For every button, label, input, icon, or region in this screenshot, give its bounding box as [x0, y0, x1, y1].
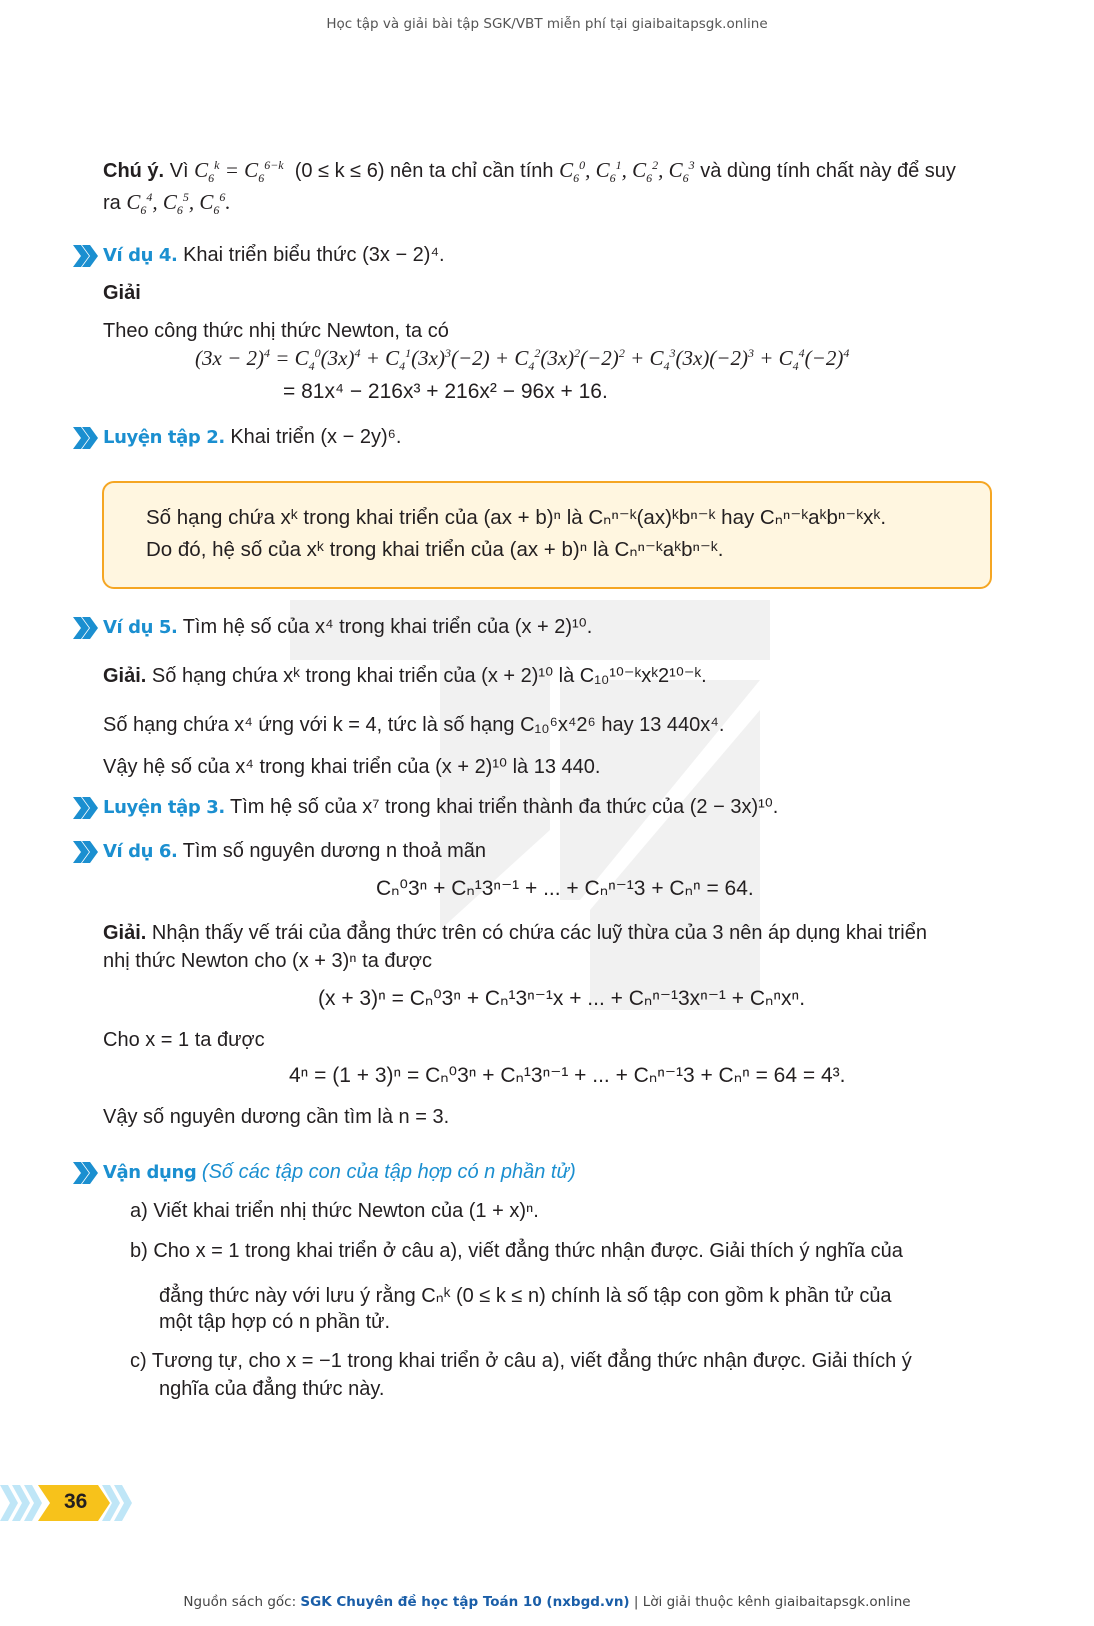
note-label: Chú ý.	[103, 160, 165, 182]
example-5-title	[103, 612, 993, 643]
chevron-double-icon	[73, 841, 99, 863]
application-item-a: a) Viết khai triển nhị thức Newton của (1 + x)ⁿ.	[130, 1200, 539, 1222]
application-item-c-1: c) Tương tự, cho x = −1 trong khai triển ở câu a), viết đẳng thức nhận được. Giải thích ý	[130, 1350, 912, 1372]
practice-2	[103, 422, 993, 453]
example-6-solution-text: Nhận thấy vế trái của đẳng thức trên có chứa các luỹ thừa của 3 nên áp dụng khai triển	[151, 922, 927, 944]
example-6-evaluation: 4ⁿ = (1 + 3)ⁿ = Cₙ⁰3ⁿ + Cₙ¹3ⁿ⁻¹ + ... + Cₙⁿ⁻¹3 + Cₙⁿ = 64 = 4³.	[289, 1064, 846, 1087]
key-formula-box	[102, 481, 992, 589]
footer-suffix: | Lời giải thuộc kênh giaibaitapsgk.online	[633, 1594, 911, 1610]
example-4-tag: Ví dụ 4.	[103, 245, 178, 266]
key-formula-line-2: Do đó, hệ số của xᵏ trong khai triển của (ax + b)ⁿ là Cₙⁿ⁻ᵏaᵏbⁿ⁻ᵏ.	[146, 538, 724, 561]
example-6-expansion: (x + 3)ⁿ = Cₙ⁰3ⁿ + Cₙ¹3ⁿ⁻¹x + ... + Cₙⁿ⁻¹3xⁿ⁻¹ + Cₙⁿxⁿ.	[318, 987, 806, 1010]
page-number-badge	[0, 1485, 134, 1521]
example-6-solution-label: Giải.	[103, 922, 147, 944]
note-text-a: Vì	[169, 160, 189, 182]
application-tag: Vận dụng	[103, 1162, 197, 1183]
application-title	[103, 1157, 993, 1188]
note-text-c: và dùng tính chất này để suy	[700, 160, 956, 182]
example-5-line-2: Số hạng chứa x⁴ ứng với k = 4, tức là số hạng C₁₀⁶x⁴2⁶ hay 13 440x⁴.	[103, 714, 725, 736]
example-6-tag: Ví dụ 6.	[103, 841, 178, 862]
application-item-c-2: nghĩa của đẳng thức này.	[159, 1378, 385, 1400]
footer-prefix: Nguồn sách gốc:	[183, 1594, 297, 1610]
example-4-expansion: $(3x - 2)^4 = C_4^0(3x)^4 + C_4^1(3x)^3(-2) + C_4^2(3x)^2(-2)^2 + C_4^3(3x)(-2)^3 + C_4^4(-2)^4$	[195, 346, 850, 374]
example-6-title	[103, 836, 993, 867]
practice-3-text: Tìm hệ số của x⁷ trong khai triển thành đa thức của (2 − 3x)¹⁰.	[229, 796, 779, 818]
page-number: 36	[64, 1490, 88, 1513]
example-4-intro: Theo công thức nhị thức Newton, ta có	[103, 320, 449, 342]
practice-2-tag: Luyện tập 2.	[103, 427, 225, 448]
example-6-text: Tìm số nguyên dương n thoả mãn	[182, 840, 487, 862]
example-6-solution-2: nhị thức Newton cho (x + 3)ⁿ ta được	[103, 950, 432, 972]
chevron-double-icon	[73, 1162, 99, 1184]
application-item-b-2: đẳng thức này với lưu ý rằng Cₙᵏ (0 ≤ k ≤ n) chính là số tập con gồm k phần tử của	[159, 1285, 892, 1307]
example-4-title	[103, 240, 993, 271]
example-4-result: = 81x⁴ − 216x³ + 216x² − 96x + 16.	[283, 380, 608, 403]
example-5-solution	[103, 661, 993, 691]
practice-3	[103, 792, 993, 823]
chevron-double-icon	[73, 797, 99, 819]
key-formula-line-1: Số hạng chứa xᵏ trong khai triển của (ax + b)ⁿ là Cₙⁿ⁻ᵏ(ax)ᵏbⁿ⁻ᵏ hay Cₙⁿ⁻ᵏaᵏbⁿ⁻ᵏxᵏ.	[146, 506, 887, 529]
note-text-d: ra	[103, 192, 121, 214]
example-6-solution-1	[103, 918, 993, 948]
note-text-b: (0 ≤ k ≤ 6) nên ta chỉ cần tính	[294, 160, 554, 182]
example-4-solution-label: Giải	[103, 282, 141, 304]
example-5-text: Tìm hệ số của x⁴ trong khai triển của (x + 2)¹⁰.	[182, 616, 593, 638]
example-5-solution-label: Giải.	[103, 665, 147, 687]
application-item-b-3: một tập hợp có n phần tử.	[159, 1311, 391, 1333]
example-6-equation: Cₙ⁰3ⁿ + Cₙ¹3ⁿ⁻¹ + ... + Cₙⁿ⁻¹3 + Cₙⁿ = 64.	[376, 877, 754, 900]
footer-book-link[interactable]: SGK Chuyên đề học tập Toán 10 (nxbgd.vn)	[300, 1594, 630, 1610]
application-subtitle: (Số các tập con của tập hợp có n phần tử)	[201, 1161, 576, 1183]
note-line-2: ra $C_6^4$, $C_6^5$, $C_6^6$.	[103, 190, 231, 218]
chevron-double-icon	[73, 245, 99, 267]
chevron-double-icon	[73, 617, 99, 639]
page-header: Học tập và giải bài tập SGK/VBT miễn phí tại giaibaitapsgk.online	[326, 16, 768, 32]
example-6-conclusion: Vậy số nguyên dương cần tìm là n = 3.	[103, 1106, 450, 1128]
example-6-line-3: Cho x = 1 ta được	[103, 1029, 265, 1051]
example-4-text: Khai triển biểu thức (3x − 2)⁴.	[183, 244, 445, 266]
chevron-double-icon	[73, 427, 99, 449]
application-item-b-1: b) Cho x = 1 trong khai triển ở câu a), viết đẳng thức nhận được. Giải thích ý nghĩa của	[130, 1240, 903, 1262]
page-footer	[0, 1594, 1094, 1610]
practice-3-tag: Luyện tập 3.	[103, 797, 225, 818]
example-5-solution-text: Số hạng chứa xᵏ trong khai triển của (x + 2)¹⁰ là C₁₀¹⁰⁻ᵏxᵏ2¹⁰⁻ᵏ.	[151, 665, 707, 687]
note-line-1: Chú ý. Vì $C_6^k = C_6^{6-k}$ (0 ≤ k ≤ 6) nên ta chỉ cần tính $C_6^0$, $C_6^1$, $C_6^2$, $C_6^3$ và dùng tính chất này để suy	[103, 158, 956, 186]
practice-2-text: Khai triển (x − 2y)⁶.	[230, 426, 402, 448]
example-5-tag: Ví dụ 5.	[103, 617, 178, 638]
example-5-line-3: Vậy hệ số của x⁴ trong khai triển của (x + 2)¹⁰ là 13 440.	[103, 756, 601, 778]
